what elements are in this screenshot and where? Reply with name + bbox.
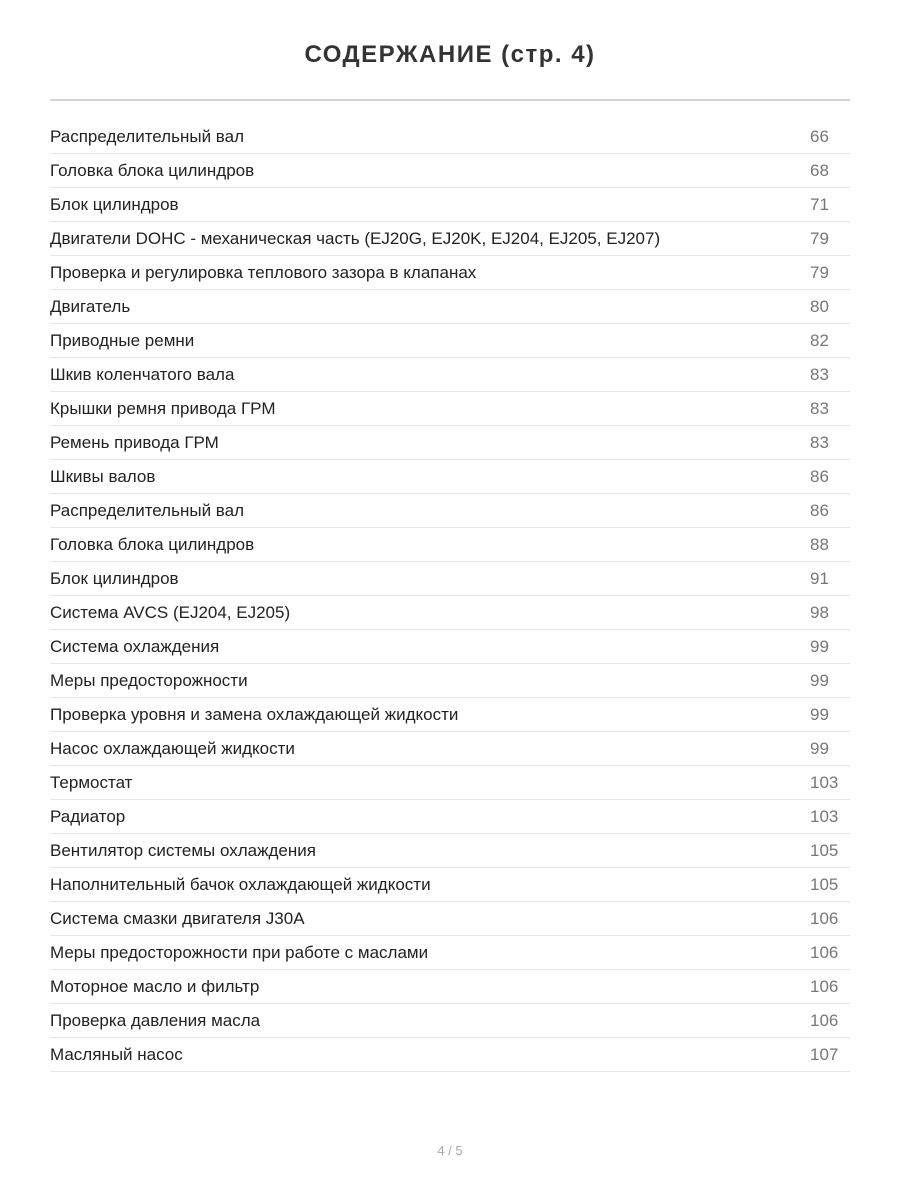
toc-entry-page: 71 (810, 194, 829, 214)
toc-entry[interactable] (50, 868, 850, 902)
toc-entry-title: Шкив коленчатого вала (50, 364, 235, 384)
toc-entry[interactable] (50, 732, 850, 766)
toc-entry-page: 106 (810, 976, 839, 996)
toc-entry-page: 103 (810, 806, 839, 826)
toc-entry-page: 98 (810, 602, 829, 622)
toc-entry-title: Насос охлаждающей жидкости (50, 738, 295, 758)
toc-entry[interactable] (50, 290, 850, 324)
toc-entry-page: 106 (810, 942, 839, 962)
toc-entry-title: Наполнительный бачок охлаждающей жидкости (50, 874, 431, 894)
toc-entry-page: 99 (810, 670, 829, 690)
toc-entry-page: 103 (810, 772, 839, 792)
toc-entry[interactable] (50, 766, 850, 800)
toc-entry-title: Головка блока цилиндров (50, 160, 255, 180)
title-divider (50, 99, 850, 101)
toc-entry-title: Меры предосторожности при работе с маслами (50, 942, 429, 962)
toc-entry-page: 80 (810, 296, 829, 316)
toc-entry-page: 82 (810, 330, 829, 350)
toc-entry[interactable] (50, 1004, 850, 1038)
toc-entry-page: 99 (810, 704, 829, 724)
toc-list (50, 120, 850, 1072)
toc-entry-title: Меры предосторожности (50, 670, 248, 690)
toc-entry[interactable] (50, 698, 850, 732)
toc-entry[interactable] (50, 188, 850, 222)
toc-entry-page: 79 (810, 228, 829, 248)
toc-entry[interactable] (50, 222, 850, 256)
toc-entry[interactable] (50, 154, 850, 188)
toc-entry-title: Блок цилиндров (50, 194, 179, 214)
toc-entry[interactable] (50, 460, 850, 494)
toc-entry-title: Радиатор (50, 806, 126, 826)
toc-entry-title: Система охлаждения (50, 636, 220, 656)
toc-entry[interactable] (50, 936, 850, 970)
toc-entry[interactable] (50, 902, 850, 936)
toc-entry-title: Система AVCS (EJ204, EJ205) (50, 602, 291, 622)
toc-entry[interactable] (50, 256, 850, 290)
toc-entry[interactable] (50, 800, 850, 834)
toc-entry[interactable] (50, 834, 850, 868)
toc-entry-title: Масляный насос (50, 1044, 183, 1064)
toc-entry-title: Ремень привода ГРМ (50, 432, 219, 452)
toc-entry[interactable] (50, 392, 850, 426)
toc-entry-page: 79 (810, 262, 829, 282)
toc-entry-title: Головка блока цилиндров (50, 534, 255, 554)
toc-entry[interactable] (50, 562, 850, 596)
toc-entry-page: 68 (810, 160, 829, 180)
toc-entry[interactable] (50, 528, 850, 562)
toc-entry-page: 83 (810, 432, 829, 452)
toc-entry-title: Двигатели DOHC - механическая часть (EJ20G, EJ20K, EJ204, EJ205, EJ207) (50, 228, 661, 248)
toc-entry-page: 88 (810, 534, 829, 554)
toc-entry-title: Проверка давления масла (50, 1010, 261, 1030)
toc-entry-page: 86 (810, 466, 829, 486)
toc-entry[interactable] (50, 596, 850, 630)
toc-entry-page: 91 (810, 568, 829, 588)
toc-entry-title: Блок цилиндров (50, 568, 179, 588)
toc-entry-page: 83 (810, 364, 829, 384)
page-title: СОДЕРЖАНИЕ (стр. 4) (304, 41, 596, 68)
toc-entry-title: Термостат (50, 772, 133, 792)
toc-entry-page: 105 (810, 874, 839, 894)
toc-entry[interactable] (50, 630, 850, 664)
toc-entry-title: Проверка и регулировка теплового зазора в клапанах (50, 262, 477, 282)
toc-entry-title: Распределительный вал (50, 126, 244, 146)
toc-entry-title: Моторное масло и фильтр (50, 976, 260, 996)
toc-entry-page: 99 (810, 636, 829, 656)
toc-entry-page: 83 (810, 398, 829, 418)
toc-entry-title: Вентилятор системы охлаждения (50, 840, 316, 860)
toc-entry-page: 106 (810, 908, 839, 928)
toc-entry-title: Шкивы валов (50, 466, 156, 486)
page-indicator: 4 / 5 (437, 1143, 463, 1158)
toc-entry-page: 106 (810, 1010, 839, 1030)
toc-entry[interactable] (50, 358, 850, 392)
toc-entry-title: Система смазки двигателя J30A (50, 908, 305, 928)
toc-entry[interactable] (50, 494, 850, 528)
toc-entry-page: 99 (810, 738, 829, 758)
toc-entry[interactable] (50, 120, 850, 154)
toc-entry[interactable] (50, 324, 850, 358)
toc-entry-page: 66 (810, 126, 829, 146)
toc-entry-title: Приводные ремни (50, 330, 195, 350)
toc-entry-page: 86 (810, 500, 829, 520)
toc-entry-page: 107 (810, 1044, 839, 1064)
toc-entry-title: Крышки ремня привода ГРМ (50, 398, 276, 418)
toc-entry[interactable] (50, 426, 850, 460)
toc-entry-page: 105 (810, 840, 839, 860)
toc-entry[interactable] (50, 1038, 850, 1072)
toc-entry-title: Распределительный вал (50, 500, 244, 520)
toc-entry-title: Двигатель (50, 296, 131, 316)
toc-entry-title: Проверка уровня и замена охлаждающей жидкости (50, 704, 459, 724)
toc-entry[interactable] (50, 970, 850, 1004)
toc-entry[interactable] (50, 664, 850, 698)
